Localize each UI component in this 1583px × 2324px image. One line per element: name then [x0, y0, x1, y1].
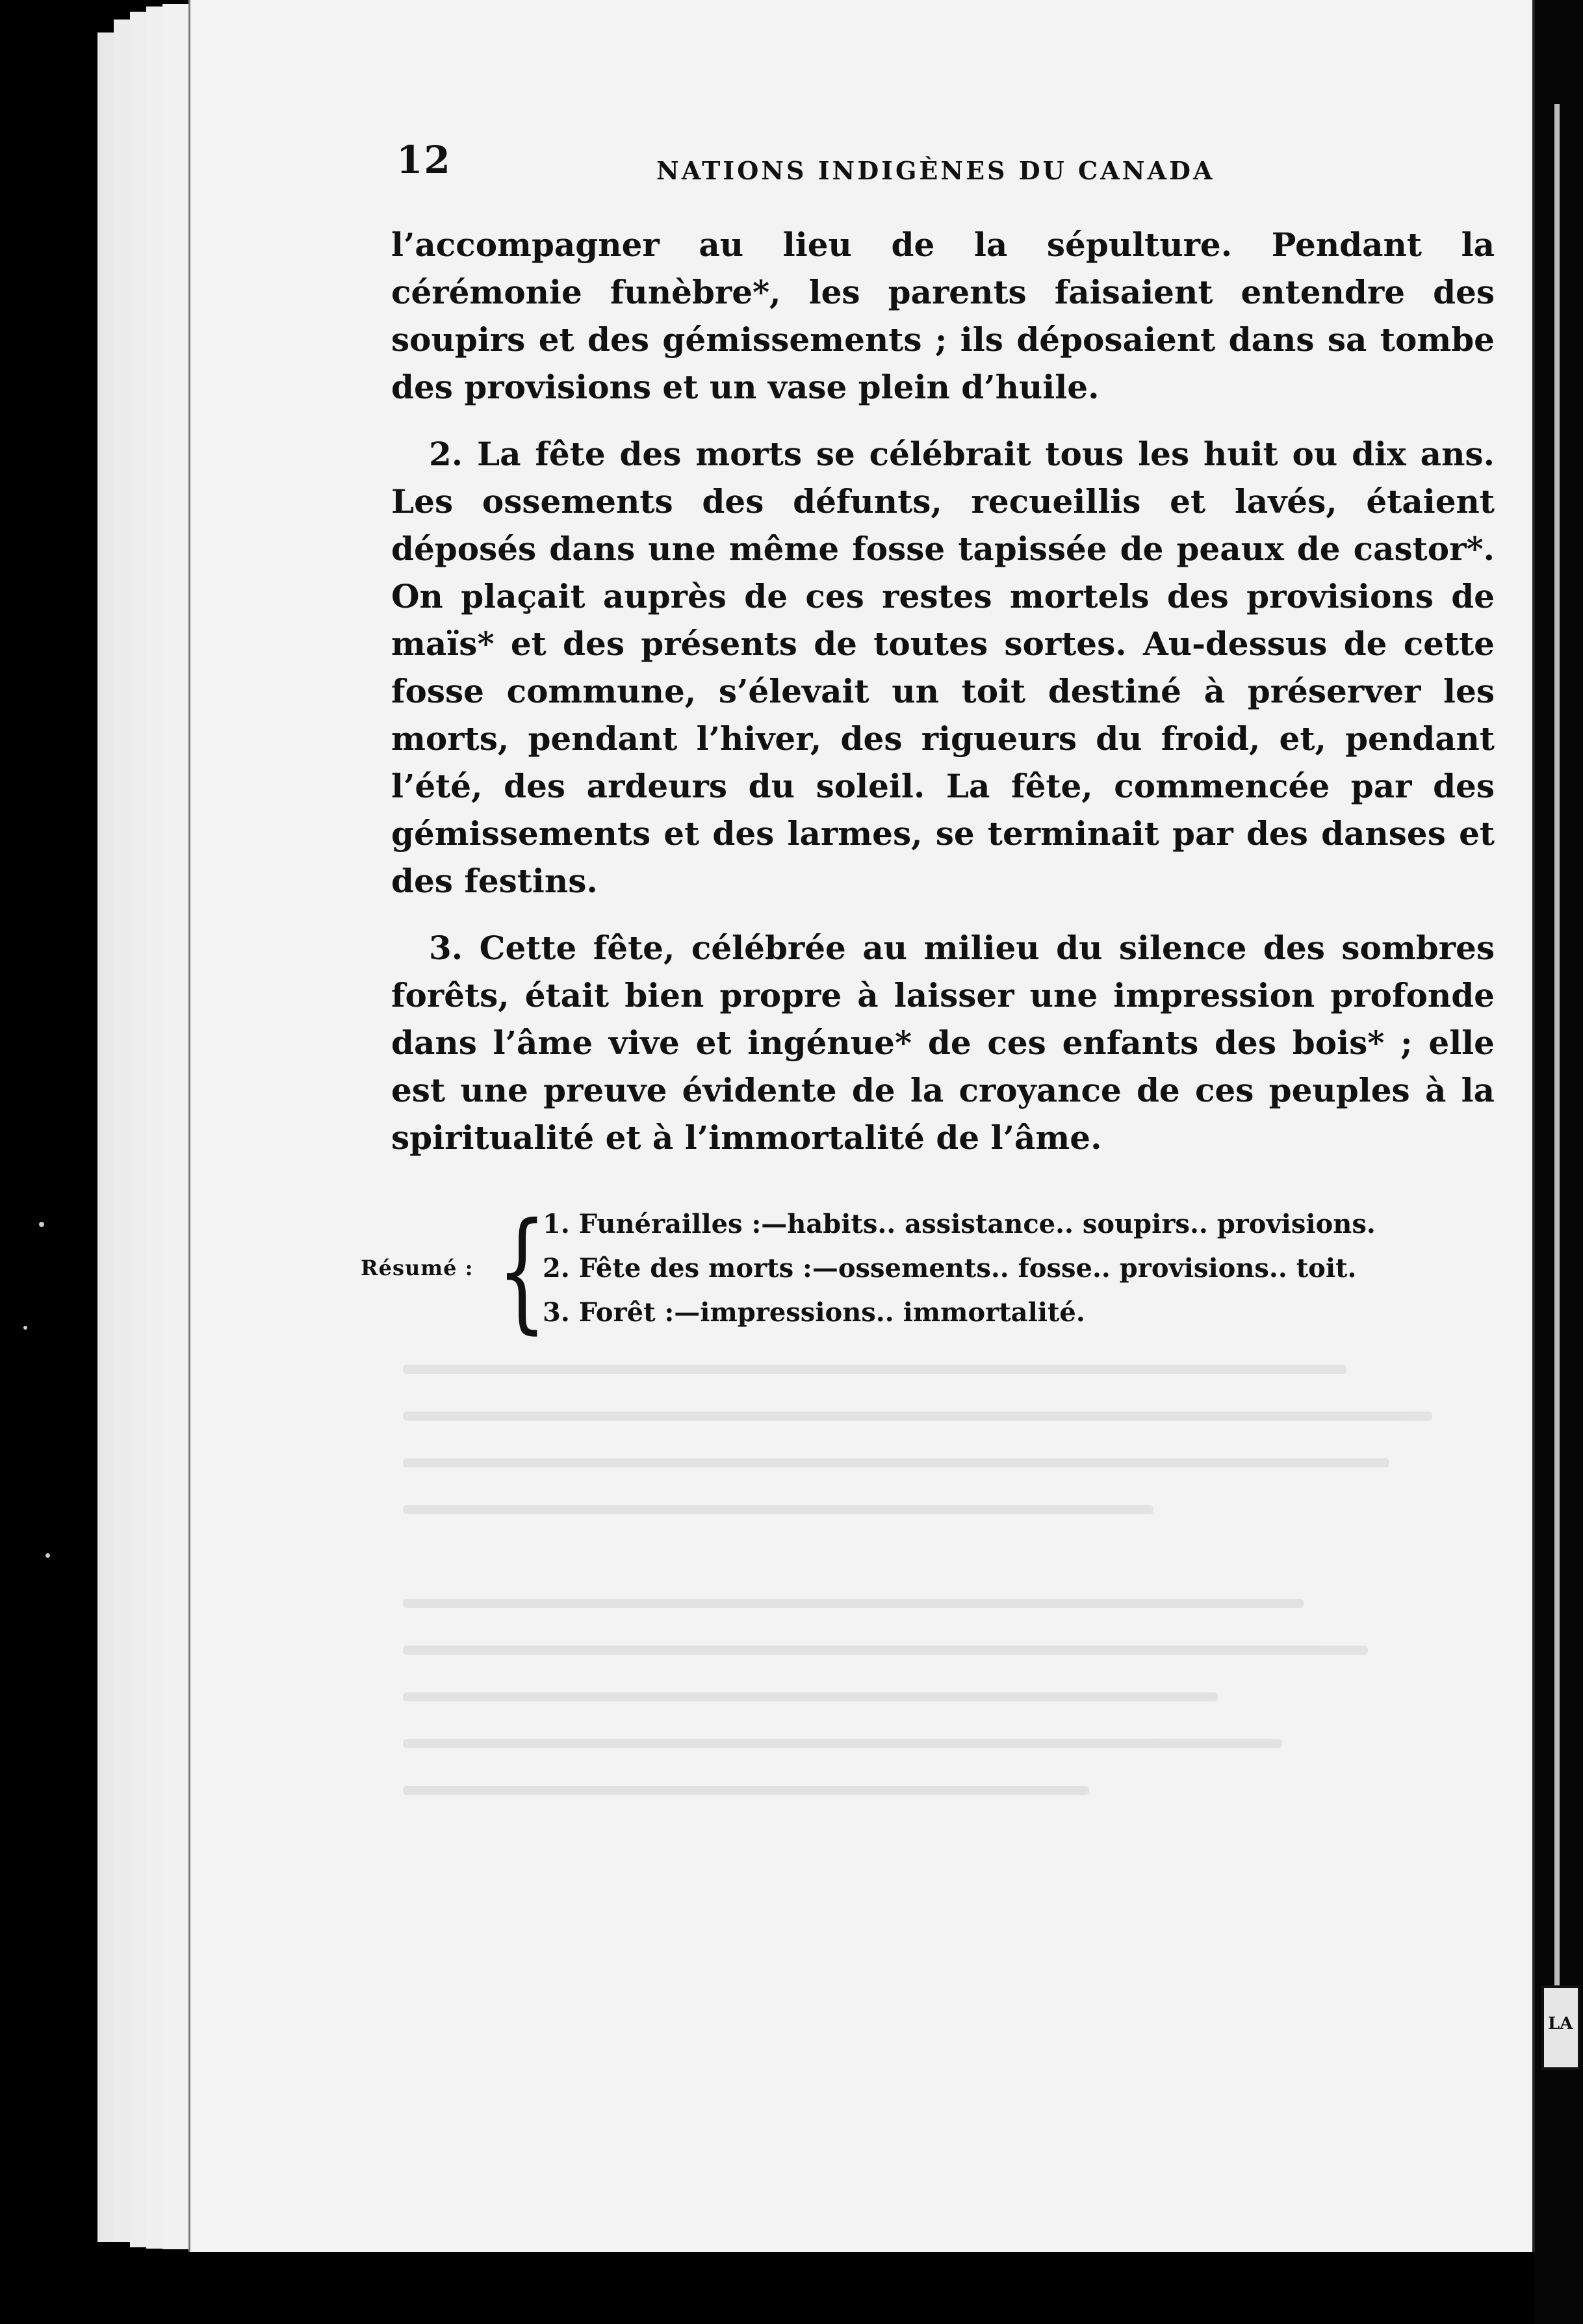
summary-label: Résumé :	[361, 1256, 474, 1280]
binding-tab	[1541, 1985, 1580, 2070]
speck	[23, 1326, 27, 1330]
paragraph: 3. Cette fête, célébrée au milieu du silence des sombres forêts, était bien propre à laisser une impression profonde dans l’âme vive et ingénue* de ces enfants des bois* ; elle est une preuve évidente de la croyance de ces peuples à la spiritualité et à l’immortalité de l’âme.	[391, 929, 1495, 1157]
binding-tab-label: LA	[1548, 2014, 1573, 2034]
speck	[39, 1222, 44, 1227]
summary-list	[543, 1202, 1517, 1335]
book-binding	[1535, 0, 1583, 2324]
summary-item: 1. Funérailles :—habits.. assistance.. soupirs.. provisions.	[543, 1209, 1376, 1239]
text-body	[391, 221, 1495, 1181]
curly-brace-icon: {	[497, 1195, 547, 1347]
summary-item: 3. Forêt :—impressions.. immortalité.	[543, 1297, 1085, 1328]
paragraph: 2. La fête des morts se célébrait tous les huit ou dix ans. Les ossements des défunts, recueillis et lavés, étaient déposés dans une même fosse tapissée de peaux de castor*. On plaçait auprès de ces restes mortels des provisions de maïs* et des présents de toutes sortes. Au-dessus de cette fosse commune, s’élevait un toit destiné à préserver les morts, pendant l’hiver, des rigueurs du froid, et, pendant l’été, des ardeurs du soleil. La fête, commencée par des gémissements et des larmes, se terminait par des danses et des festins.	[391, 435, 1495, 900]
summary-item: 2. Fête des morts :—ossements.. fosse.. provisions.. toit.	[543, 1253, 1357, 1284]
running-title: NATIONS INDIGÈNES DU CANADA	[656, 156, 1215, 185]
binding-stripe	[1554, 104, 1560, 1989]
paragraph: l’accompagner au lieu de la sépulture. Pendant la cérémonie funèbre*, les parents faisaient entendre des soupirs et des gémissements ; ils déposaient dans sa tombe des provisions et un vase plein d’huile.	[391, 226, 1495, 406]
show-through-text	[403, 1365, 1475, 1950]
page-number: 12	[396, 138, 452, 182]
summary-block	[361, 1195, 1504, 1352]
speck	[45, 1553, 50, 1558]
page-header	[208, 138, 1495, 190]
